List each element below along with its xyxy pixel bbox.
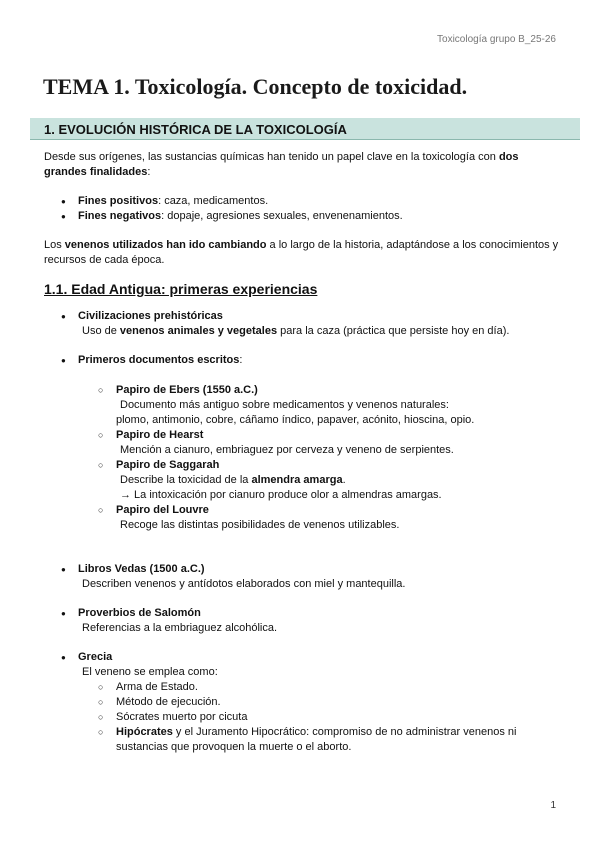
grecia-use: Sócrates muerto por cicuta <box>116 711 248 723</box>
section-title: 1. EVOLUCIÓN HISTÓRICA DE LA TOXICOLOGÍA <box>44 122 347 137</box>
aims-list <box>44 194 564 224</box>
circle-bullet-icon: ○ <box>98 460 104 470</box>
documentos-title: Primeros documentos escritos <box>78 354 240 366</box>
list-item <box>44 194 564 209</box>
header-note: Toxicología grupo B_25-26 <box>437 34 556 45</box>
intro-colon: : <box>147 166 151 178</box>
page-title: TEMA 1. Toxicología. Concepto de toxicidad. <box>43 74 468 99</box>
ebers-line2: plomo, antimonio, cobre, cáñamo índico, papaver, acónito, hioscina, opio. <box>116 414 475 426</box>
subsection-title: 1.1. Edad Antigua: primeras experiencias <box>44 281 318 297</box>
list-item <box>44 680 564 695</box>
venenos-bold: venenos utilizados han ido cambiando <box>64 239 267 251</box>
list-item <box>44 209 564 224</box>
venenos-paragraph <box>44 238 564 268</box>
intro-text: Desde sus orígenes, las sustancias químicas han tenido un papel clave en la toxicología con <box>44 151 499 163</box>
intro-paragraph <box>44 150 564 180</box>
aim-label: Fines positivos <box>78 195 159 207</box>
bullet-icon: ● <box>61 565 66 574</box>
prehistoricas-bold: venenos animales y vegetales <box>119 325 278 337</box>
circle-bullet-icon: ○ <box>98 430 104 440</box>
aim-text: : caza, medicamentos. <box>158 195 269 207</box>
louvre-item <box>44 503 564 533</box>
vedas-item <box>44 562 564 592</box>
louvre-title: Papiro del Louvre <box>116 504 209 516</box>
vedas-title: Libros Vedas (1500 a.C.) <box>78 563 205 575</box>
circle-bullet-icon: ○ <box>98 505 104 515</box>
document-body <box>44 150 564 755</box>
circle-bullet-icon: ○ <box>98 727 104 737</box>
bullet-icon: ● <box>61 653 66 662</box>
bullet-icon: ● <box>61 312 66 321</box>
bullet-icon: ● <box>61 356 66 365</box>
grecia-use: Arma de Estado. <box>116 681 198 693</box>
list-item <box>44 695 564 710</box>
aim-text: : dopaje, agresiones sexuales, envenenamientos. <box>161 210 403 222</box>
saggarah-item <box>44 458 564 503</box>
hearst-line1: Mención a cianuro, embriaguez por cerveza y veneno de serpientes. <box>120 444 454 456</box>
grecia-title: Grecia <box>78 651 113 663</box>
hipocrates-item <box>44 725 564 755</box>
circle-bullet-icon: ○ <box>98 385 104 395</box>
saggarah-title: Papiro de Saggarah <box>116 459 220 471</box>
grecia-item <box>44 650 564 680</box>
hearst-item <box>44 428 564 458</box>
circle-bullet-icon: ○ <box>98 712 104 722</box>
grecia-use: Método de ejecución. <box>116 696 221 708</box>
documentos-item <box>44 353 564 368</box>
hipocrates-text: y el Juramento Hipocrático: compromiso de no administrar venenos ni sustancias que provoquen la muerte o el aborto. <box>116 726 517 753</box>
hearst-title: Papiro de Hearst <box>116 429 204 441</box>
saggarah-line2: → La intoxicación por cianuro produce olor a almendras amargas. <box>120 489 442 501</box>
grecia-intro: El veneno se emplea como: <box>82 666 218 678</box>
prehistoricas-item <box>44 309 564 339</box>
prehistoricas-title: Civilizaciones prehistóricas <box>78 310 223 322</box>
louvre-line1: Recoge las distintas posibilidades de venenos utilizables. <box>120 519 400 531</box>
ebers-line1: Documento más antiguo sobre medicamentos y venenos naturales: <box>120 399 449 411</box>
aim-label: Fines negativos <box>78 210 162 222</box>
page-number: 1 <box>550 800 556 811</box>
circle-bullet-icon: ○ <box>98 682 104 692</box>
documentos-colon: : <box>239 354 243 366</box>
salomon-title: Proverbios de Salomón <box>78 607 201 619</box>
venenos-text-rest: a lo largo de la historia, adaptándose a los conocimientos y recursos de cada época. <box>44 239 559 266</box>
saggarah-line1: Describe la toxicidad de la almendra amarga. <box>120 474 346 486</box>
circle-bullet-icon: ○ <box>98 697 104 707</box>
hipocrates-bold: Hipócrates <box>116 726 173 738</box>
bullet-icon: ● <box>61 609 66 618</box>
salomon-text: Referencias a la embriaguez alcohólica. <box>82 622 278 634</box>
ebers-item <box>44 383 564 428</box>
list-item <box>44 710 564 725</box>
ebers-title: Papiro de Ebers (1550 a.C.) <box>116 384 258 396</box>
intro-bold: dos grandes finalidades <box>44 151 519 178</box>
salomon-item <box>44 606 564 636</box>
prehistoricas-text: Uso de venenos animales y vegetales para la caza (práctica que persiste hoy en día). <box>82 325 510 337</box>
vedas-text: Describen venenos y antídotos elaborados con miel y mantequilla. <box>82 578 406 590</box>
saggarah-bold: almendra amarga <box>251 474 343 486</box>
venenos-text: Los <box>44 239 65 251</box>
